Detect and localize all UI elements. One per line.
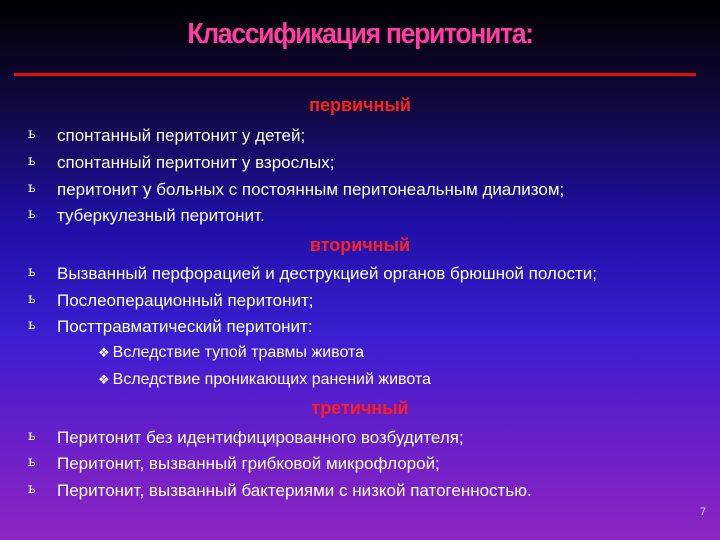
section-heading-tertiary: третичный: [311, 398, 409, 418]
list-item-text: Перитонит без идентифицированного возбудителя;: [57, 428, 464, 447]
list-item-text: Посттравматический перитонит:: [57, 317, 313, 336]
sub-list-item-text: Вследствие проникающих ранений живота: [112, 371, 431, 388]
bullet-icon: ь: [28, 126, 36, 142]
slide-title: Классификация перитонита:: [187, 18, 533, 50]
list-item-text: спонтанный перитонит у взрослых;: [57, 153, 335, 172]
diamond-bullet-icon: ❖: [98, 372, 110, 387]
bullet-icon: ь: [28, 481, 36, 497]
sub-list-item: [98, 344, 364, 362]
list-item-text: туберкулезный перитонит.: [57, 206, 265, 225]
bullet-icon: ь: [28, 428, 36, 444]
bullet-icon: ь: [28, 264, 36, 280]
list-item-text: Перитонит, вызванный грибковой микрофлорой;: [57, 454, 440, 473]
title-divider: [14, 73, 696, 76]
list-item-text: спонтанный перитонит у детей;: [57, 126, 306, 145]
section-heading-secondary: вторичный: [309, 235, 411, 255]
bullet-icon: ь: [28, 317, 36, 333]
bullet-icon: ь: [28, 180, 36, 196]
diamond-bullet-icon: ❖: [98, 345, 110, 360]
list-item-text: перитонит у больных с постоянным перитонеальным диализом;: [57, 180, 565, 199]
list-item-text: Вызванный перфорацией и деструкцией органов брюшной полости;: [57, 264, 598, 283]
list-item-text: Послеоперационный перитонит;: [57, 291, 314, 310]
page-number: 7: [699, 506, 706, 518]
bullet-icon: ь: [28, 454, 36, 470]
section-heading-primary: первичный: [309, 95, 411, 115]
sub-list-item-text: Вследствие тупой травмы живота: [112, 344, 365, 361]
bullet-icon: ь: [28, 153, 36, 169]
list-item-text: Перитонит, вызванный бактериями с низкой патогенностью.: [57, 481, 532, 500]
sub-list-item: [98, 371, 431, 389]
bullet-icon: ь: [28, 206, 36, 222]
bullet-icon: ь: [28, 291, 36, 307]
